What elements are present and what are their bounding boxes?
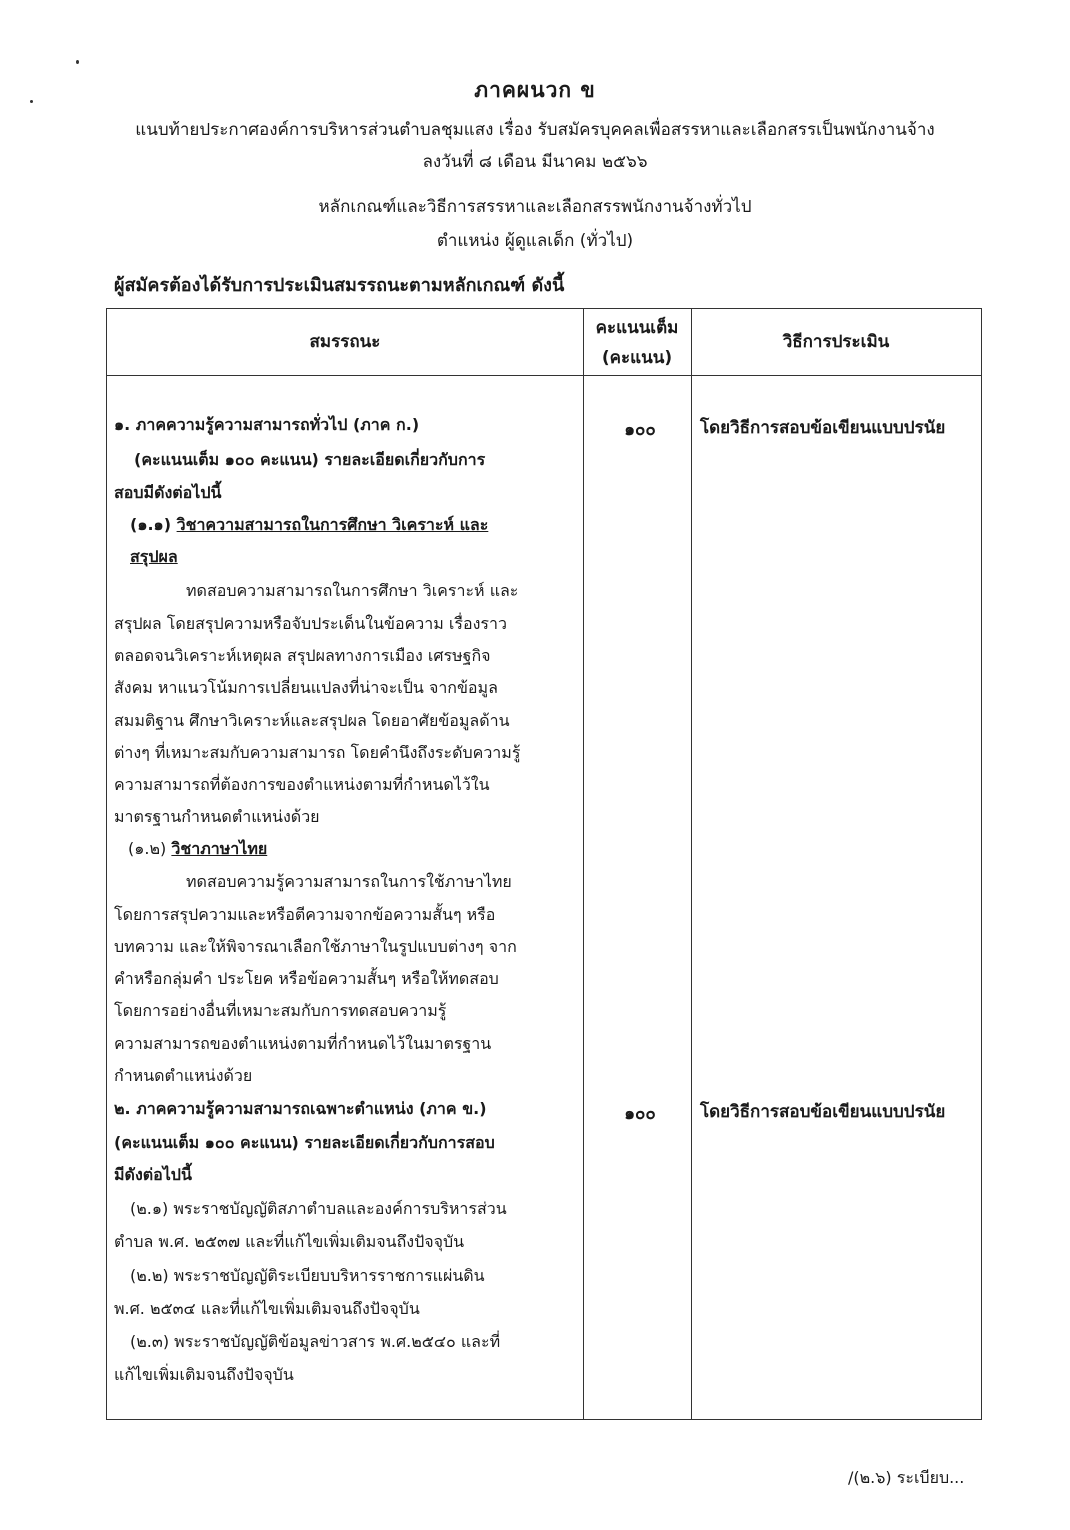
page-title: ภาคผนวก ข [474, 78, 596, 102]
subsection-1-1-number: (๑.๑) [130, 515, 172, 534]
competency-table [106, 308, 982, 1420]
law-item: ตำบล พ.ศ. ๒๕๓๗ และที่แก้ไขเพิ่มเติมจนถึงปัจจุบัน [114, 1232, 465, 1251]
subsection-1-1 [130, 514, 488, 536]
paragraph-line: ต่างๆ ที่เหมาะสมกับความสามารถ โดยคำนึงถึงระดับความรู้ [114, 743, 521, 762]
section1-heading-line3: สอบมีดังต่อไปนี้ [114, 483, 222, 502]
header-score [583, 313, 691, 373]
paragraph-line: สรุปผล โดยสรุปความหรือจับประเด็นในข้อความ เรื่องราว [114, 614, 507, 633]
paragraph-line: ทดสอบความรู้ความสามารถในการใช้ภาษาไทย [186, 872, 512, 891]
header-competency: สมรรถนะ [309, 332, 381, 352]
scan-speck [76, 60, 79, 64]
criteria-title: หลักเกณฑ์และวิธีการสรรหาและเลือกสรรพนักงานจ้างทั่วไป [318, 197, 752, 217]
law-item: (๒.๓) พระราชบัญญัติข้อมูลข่าวสาร พ.ศ.๒๕๔๐ และที่ [130, 1332, 501, 1351]
table-header-divider [107, 375, 981, 376]
section2-heading: ๒. ภาคความรู้ความสามารถเฉพาะตำแหน่ง (ภาค ข.) [114, 1099, 487, 1118]
header-score-line2: (คะแนน) [601, 348, 673, 368]
subsection-1-2 [128, 838, 267, 860]
law-item: แก้ไขเพิ่มเติมจนถึงปัจจุบัน [114, 1365, 294, 1384]
column-divider [691, 309, 692, 1419]
header-score-line1: คะแนนเต็ม [595, 318, 679, 338]
section1-heading-line2: (คะแนนเต็ม ๑๐๐ คะแนน) รายละเอียดเกี่ยวกับการ [134, 450, 486, 469]
position-title: ตำแหน่ง ผู้ดูแลเด็ก (ทั่วไป) [436, 231, 634, 251]
section2-heading-line2: (คะแนนเต็ม ๑๐๐ คะแนน) รายละเอียดเกี่ยวกับการสอบ [114, 1133, 495, 1152]
announcement-subtitle: แนบท้ายประกาศองค์การบริหารส่วนตำบลชุมแสง เรื่อง รับสมัครบุคคลเพื่อสรรหาและเลือกสรรเป็นพนักงานจ้าง [135, 120, 935, 140]
paragraph-line: ความสามารถที่ต้องการของตำแหน่งตามที่กำหนดไว้ใน [114, 775, 490, 794]
law-item: (๒.๒) พระราชบัญญัติระเบียบบริหารราชการแผ่นดิน [130, 1266, 485, 1285]
subsection-1-1-title-line2: สรุปผล [130, 547, 178, 566]
section1-score: ๑๐๐ [624, 420, 656, 440]
paragraph-line: โดยการอย่างอื่นที่เหมาะสมกับการทดสอบความรู้ [114, 1001, 447, 1020]
section2-score: ๑๐๐ [624, 1104, 656, 1124]
law-item: พ.ศ. ๒๕๓๔ และที่แก้ไขเพิ่มเติมจนถึงปัจจุบัน [114, 1299, 420, 1318]
section2-heading-line3: มีดังต่อไปนี้ [114, 1165, 192, 1184]
paragraph-line: สังคม หาแนวโน้มการเปลี่ยนแปลงที่น่าจะเป็น จากข้อมูล [114, 678, 498, 697]
paragraph-line: มาตรฐานกำหนดตำแหน่งด้วย [114, 807, 320, 826]
subsection-1-2-title: วิชาภาษาไทย [171, 839, 268, 858]
subsection-1-2-number: (๑.๒) [128, 839, 167, 858]
section1-method: โดยวิธีการสอบข้อเขียนแบบปรนัย [700, 418, 946, 438]
paragraph-line: คำหรือกลุ่มคำ ประโยค หรือข้อความสั้นๆ หรือให้ทดสอบ [114, 969, 499, 988]
section1-heading: ๑. ภาคความรู้ความสามารถทั่วไป (ภาค ก.) [114, 415, 420, 434]
assessment-lead: ผู้สมัครต้องได้รับการประเมินสมรรถนะตามหลักเกณฑ์ ดังนี้ [114, 275, 565, 296]
header-method: วิธีการประเมิน [782, 332, 890, 352]
paragraph-line: บทความ และให้พิจารณาเลือกใช้ภาษาในรูปแบบต่างๆ จาก [114, 937, 517, 956]
section2-method: โดยวิธีการสอบข้อเขียนแบบปรนัย [700, 1102, 946, 1122]
announcement-date: ลงวันที่ ๘ เดือน มีนาคม ๒๕๖๖ [422, 152, 648, 172]
paragraph-line: โดยการสรุปความและหรือตีความจากข้อความสั้นๆ หรือ [114, 905, 496, 924]
subsection-1-1-title: วิชาความสามารถในการศึกษา วิเคราะห์ และ [176, 515, 489, 534]
continuation-note: /(๒.๖) ระเบียบ... [848, 1468, 965, 1487]
paragraph-line: ตลอดจนวิเคราะห์เหตุผล สรุปผลทางการเมือง เศรษฐกิจ [114, 646, 491, 665]
paragraph-line: ทดสอบความสามารถในการศึกษา วิเคราะห์ และ [186, 581, 519, 600]
paragraph-line: กำหนดตำแหน่งด้วย [114, 1066, 253, 1085]
paragraph-line: สมมติฐาน ศึกษาวิเคราะห์และสรุปผล โดยอาศัยข้อมูลด้าน [114, 711, 510, 730]
column-divider [583, 309, 584, 1419]
paragraph-line: ความสามารถของตำแหน่งตามที่กำหนดไว้ในมาตรฐาน [114, 1034, 492, 1053]
law-item: (๒.๑) พระราชบัญญัติสภาตำบลและองค์การบริหารส่วน [130, 1199, 507, 1218]
